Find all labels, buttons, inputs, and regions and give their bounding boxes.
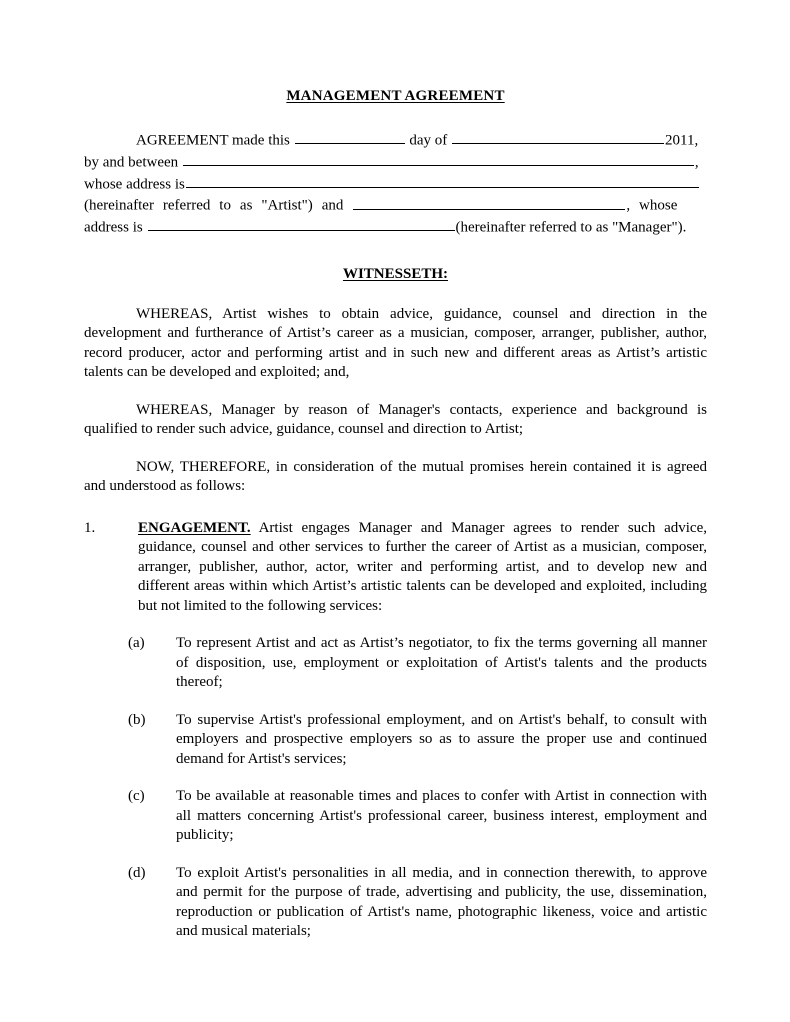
clause-1-number: 1. [84,519,96,536]
subitem-text-a: To represent Artist and act as Artist’s negotiator, to fix the terms governing all manner of disposition, use, employment or exploitation of Artist's talents and the products thereof; [176,635,707,691]
list-item [84,711,707,770]
manager-definition-label: (hereinafter referred to as "Manager"). [455,219,687,236]
by-and-between-label: by and between [84,154,179,170]
page-title-text: MANAGEMENT AGREEMENT [286,88,505,104]
list-item [84,634,707,693]
clause-1 [84,519,707,617]
preamble-line-1 [84,129,707,151]
page-title [84,88,707,105]
preamble-block [84,129,707,238]
document-content [84,88,707,942]
manager-name-blank[interactable] [353,194,625,209]
subitem-text-c: To be available at reasonable times and places to confer with Artist in connection with all matters concerning Artist's professional career, business interest, employment and publicity; [176,788,707,844]
list-item [84,864,707,942]
witnesseth-heading-text: WITNESSETH: [342,265,449,282]
list-item [84,787,707,846]
subitem-label-b: (b) [128,711,146,728]
recital-paragraph-3: NOW, THEREFORE, in consideration of the mutual promises herein contained it is agreed and understood as follows: [84,458,707,495]
subitem-text-d: To exploit Artist's personalities in all media, and in connection therewith, to approve and permit for the purpose of trade, advertising and publicity, the use, dissemination, reproduction or publication of Artist's name, photographic likeness, voice and artistic and musical materials; [176,864,707,940]
clause-1-body [138,519,707,617]
artist-address-blank[interactable] [186,173,699,188]
recital-paragraph-2: WHEREAS, Manager by reason of Manager's contacts, experience and background is qualified to render such advice, guidance, counsel and direction to Artist; [84,401,707,438]
recital-paragraph-1: WHEREAS, Artist wishes to obtain advice, guidance, counsel and direction in the development and furtherance of Artist’s career as a musician, composer, arranger, publisher, author, record producer, actor and performing artist and in such new and different areas as Artist’s artistic talents can be developed and exploited; and, [84,305,707,381]
preamble-line-4 [84,194,707,216]
subitem-label-a: (a) [128,635,145,652]
subitem-label-c: (c) [128,788,145,805]
year-label: 2011, [665,132,699,149]
day-of-label: day of [409,132,448,149]
manager-address-blank[interactable] [148,216,455,231]
preamble-line-5 [84,216,707,238]
whose-continuation-label: , whose [626,197,678,214]
subitem-text-b: To supervise Artist's professional employment, and on Artist's behalf, to consult with employers and prospective employers so as to assure the proper use and continued demand for Artist's services; [176,711,707,767]
clause-1-title: ENGAGEMENT. [138,519,251,536]
clause-1-text: Artist engages Manager and Manager agrees to render such advice, guidance, counsel and other services to further the career of Artist as a musician, composer, arranger, publisher, author, actor, writer and performing artist, and to develop new and different areas within which Artist’s artistic talents can be developed and exploited, including but not limited to the following services: [138,519,707,614]
month-blank[interactable] [452,129,664,144]
preamble-line-2 [84,151,707,173]
address-is-label: address is [84,219,143,236]
party-name-blank[interactable] [183,151,694,166]
subitem-label-d: (d) [128,864,146,881]
witnesseth-heading [84,266,707,283]
preamble-line-3 [84,173,707,195]
artist-definition-label: (hereinafter referred to as "Artist") and [84,197,344,214]
day-blank[interactable] [295,129,405,144]
whose-address-label: whose address is [84,175,185,192]
agreement-made-label: AGREEMENT made this [136,132,290,149]
comma-after-party: , [694,154,699,170]
